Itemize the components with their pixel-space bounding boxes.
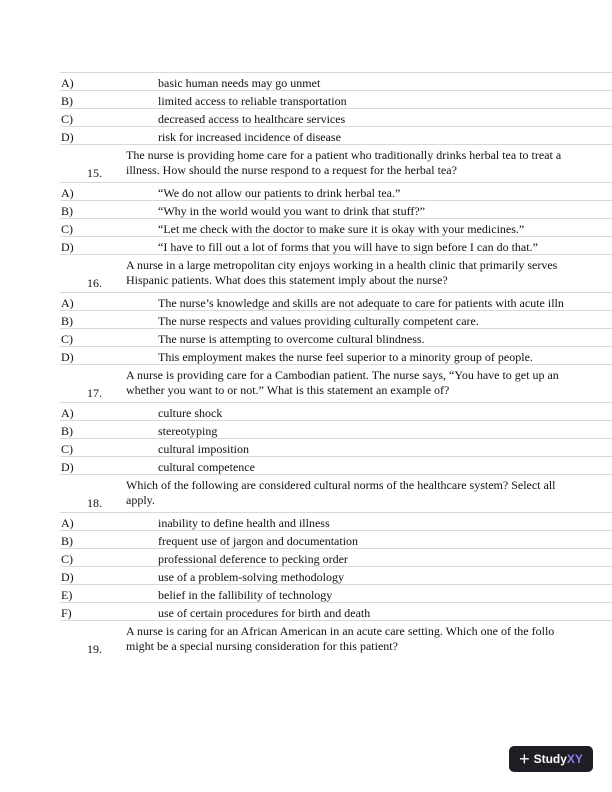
option-text: use of certain procedures for birth and death (158, 606, 371, 620)
question-stem-line: The nurse is providing home care for a patient who traditionally drinks herbal tea to treat a (126, 148, 562, 162)
option-text: inability to define health and illness (158, 516, 330, 530)
option-letter: A) (61, 76, 74, 90)
option-letter: A) (61, 516, 74, 530)
option-letter: B) (61, 424, 73, 438)
option-text: The nurse’s knowledge and skills are not adequate to care for patients with acute illn (158, 296, 564, 310)
answer-option (60, 402, 612, 420)
answer-option (60, 218, 612, 236)
question-stem-line: Which of the following are considered cultural norms of the healthcare system? Select all (126, 478, 556, 492)
option-text: “Let me check with the doctor to make sure it is okay with your medicines.” (158, 222, 525, 236)
question-stem-line: A nurse in a large metropolitan city enjoys working in a health clinic that primarily serves (126, 258, 558, 272)
option-text: The nurse respects and values providing culturally competent care. (158, 314, 479, 328)
answer-option (60, 182, 612, 200)
option-letter: A) (61, 406, 74, 420)
question-number: 16. (87, 276, 102, 290)
option-letter: B) (61, 94, 73, 108)
answer-option (60, 346, 612, 364)
option-text: frequent use of jargon and documentation (158, 534, 359, 548)
question-stem-row (60, 620, 612, 658)
studyxy-badge[interactable] (509, 746, 593, 772)
answer-option (60, 108, 612, 126)
answer-option (60, 566, 612, 584)
option-letter: C) (61, 442, 73, 456)
option-letter: F) (61, 606, 72, 620)
option-letter: C) (61, 552, 73, 566)
answer-option (60, 530, 612, 548)
answer-option (60, 292, 612, 310)
answer-option (60, 456, 612, 474)
question-number: 18. (87, 496, 102, 510)
option-letter: D) (61, 570, 74, 584)
option-letter: C) (61, 222, 73, 236)
question-number: 17. (87, 386, 102, 400)
option-letter: B) (61, 204, 73, 218)
question-stem (126, 148, 612, 178)
option-text: culture shock (158, 406, 223, 420)
question-stem-line: A nurse is providing care for a Cambodian patient. The nurse says, “You have to get up an (126, 368, 559, 382)
brand-accent: XY (566, 752, 583, 766)
option-text: The nurse is attempting to overcome cultural blindness. (158, 332, 425, 346)
question-stem-line: illness. How should the nurse respond to a request for the herbal tea? (126, 163, 457, 177)
brand-main: Study (533, 752, 567, 766)
option-text: “Why in the world would you want to drink that stuff?” (158, 204, 426, 218)
option-text: basic human needs may go unmet (158, 76, 321, 90)
option-text: stereotyping (158, 424, 218, 438)
answer-option (60, 584, 612, 602)
question-stem (126, 258, 612, 288)
answer-option (60, 90, 612, 108)
question-stem-row (60, 254, 612, 292)
question-document (60, 72, 612, 658)
question-stem-line: whether you want to or not.” What is this statement an example of? (126, 383, 450, 397)
question-stem-line: apply. (126, 493, 155, 507)
option-text: risk for increased incidence of disease (158, 130, 341, 144)
option-letter: C) (61, 112, 73, 126)
question-stem-row (60, 474, 612, 512)
option-text: limited access to reliable transportation (158, 94, 347, 108)
option-text: cultural competence (158, 460, 255, 474)
option-letter: D) (61, 130, 74, 144)
option-letter: E) (61, 588, 73, 602)
option-letter: D) (61, 350, 74, 364)
option-letter: A) (61, 186, 74, 200)
question-stem (126, 624, 612, 654)
answer-option (60, 438, 612, 456)
option-letter: D) (61, 240, 74, 254)
option-letter: D) (61, 460, 74, 474)
option-letter: A) (61, 296, 74, 310)
option-text: belief in the fallibility of technology (158, 588, 333, 602)
question-stem-line: might be a special nursing consideration for this patient? (126, 639, 398, 653)
answer-option (60, 126, 612, 144)
option-letter: C) (61, 332, 73, 346)
question-stem (126, 478, 612, 508)
answer-option (60, 602, 612, 620)
question-stem-row (60, 144, 612, 182)
option-text: “I have to fill out a lot of forms that you will have to sign before I can do that.” (158, 240, 538, 254)
option-letter: B) (61, 534, 73, 548)
answer-option (60, 72, 612, 90)
answer-option (60, 328, 612, 346)
option-text: cultural imposition (158, 442, 249, 456)
answer-option (60, 200, 612, 218)
question-stem (126, 368, 612, 398)
option-text: decreased access to healthcare services (158, 112, 346, 126)
question-number: 19. (87, 642, 102, 656)
answer-option (60, 548, 612, 566)
option-text: professional deference to pecking order (158, 552, 348, 566)
question-number: 15. (87, 166, 102, 180)
answer-option (60, 310, 612, 328)
option-text: This employment makes the nurse feel superior to a minority group of people. (158, 350, 533, 364)
question-stem-row (60, 364, 612, 402)
answer-option (60, 512, 612, 530)
plus-icon: + (519, 749, 530, 769)
option-text: “We do not allow our patients to drink herbal tea.” (158, 186, 401, 200)
question-stem-line: A nurse is caring for an African American in an acute care setting. Which one of the follo (126, 624, 555, 638)
option-text: use of a problem-solving methodology (158, 570, 344, 584)
option-letter: B) (61, 314, 73, 328)
question-stem-line: Hispanic patients. What does this statement imply about the nurse? (126, 273, 448, 287)
answer-option (60, 236, 612, 254)
answer-option (60, 420, 612, 438)
